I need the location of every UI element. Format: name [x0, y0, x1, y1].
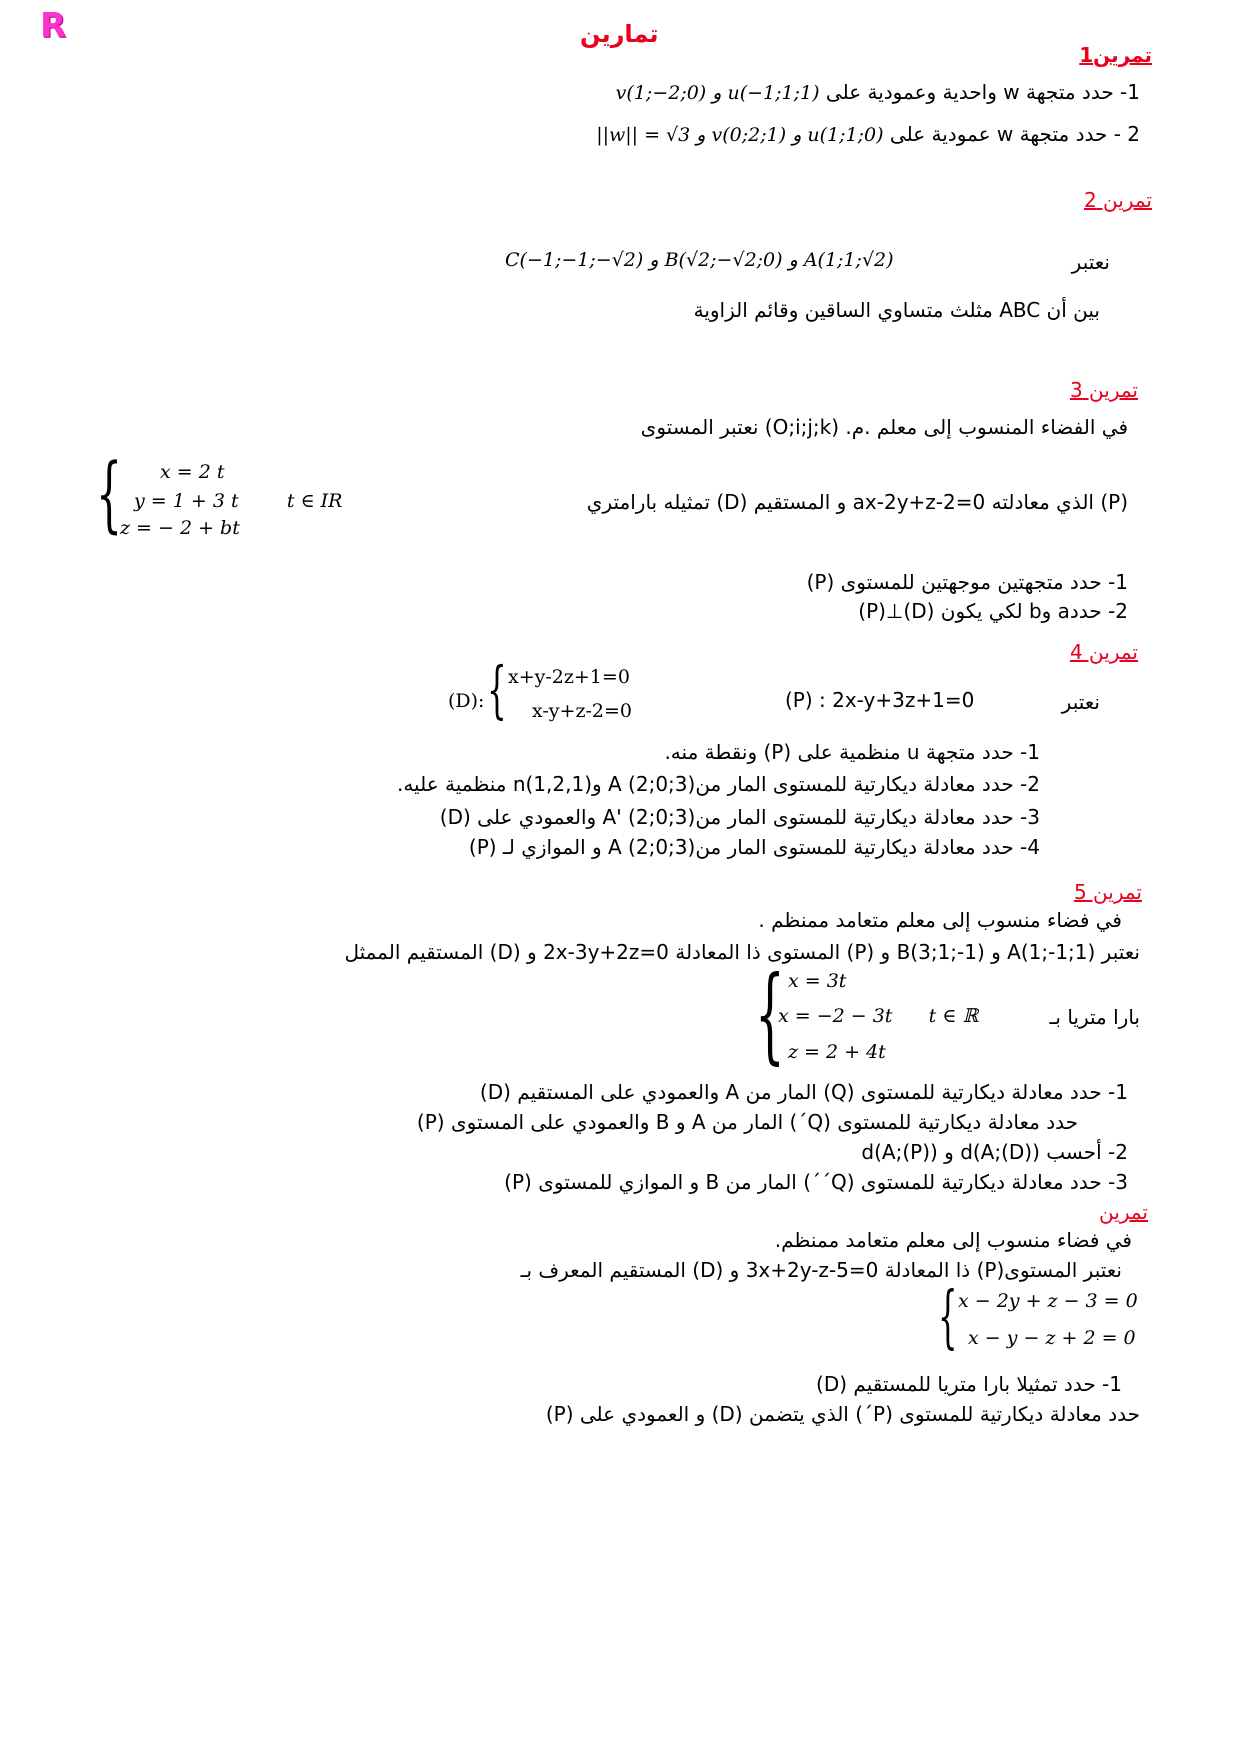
ex4-consider: نعتبر	[1061, 690, 1100, 714]
ex4-question-3: 3- حدد معادلة ديكارتية للمستوى المار منA' (2;0;3) والعمودي على (D)	[439, 805, 1040, 829]
ex5-intro: في فضاء منسوب إلى معلم متعامد ممنظم .	[758, 908, 1122, 932]
exercise-4-heading: تمرين 4	[1069, 640, 1138, 664]
ex5-line-2: نعتبر A(1;-1;1) و B(3;1;-1) و (P) المستوى ذا المعادلة 2x-3y+2z=0 و (D) المستقيم الممثل	[344, 940, 1140, 964]
ex3-plane-line: (P) الذي معادلته ax-2y+z-2=0 و المستقيم (D) تمثيله بارامتري	[586, 490, 1128, 514]
ex3-param-row: x = 2 t	[160, 461, 225, 483]
ex5-question-1: 1- حدد معادلة ديكارتية للمستوى (Q) المار من A والعمودي على المستقيم (D)	[479, 1080, 1128, 1104]
ex5-param-row: x = −2 − 3t t ∈ ℝ	[778, 1005, 979, 1027]
ex4-question-2: 2- حدد معادلة ديكارتية للمستوى المار منA (2;0;3) وn(1,2,1) منظمية عليه.	[396, 772, 1040, 796]
exercise-2-heading: تمرين 2	[1083, 188, 1152, 212]
ex6-system-row: x − 2y + z − 3 = 0	[958, 1290, 1138, 1312]
ex3-param-row: z = − 2 + bt	[120, 517, 240, 539]
ex6-question-2: حدد معادلة ديكارتية للمستوى (P´) الذي يتضمن (D) و العمودي على (P)	[545, 1402, 1140, 1426]
ex6-system-row: x − y − z + 2 = 0	[968, 1327, 1136, 1349]
ex4-system-row: x+y-2z+1=0	[508, 666, 630, 688]
ex5-question-3: 3- حدد معادلة ديكارتية للمستوى (Q´´) المار من B و الموازي للمستوى (P)	[504, 1170, 1128, 1194]
ex3-question-1: 1- حدد متجهتين موجهتين للمستوى (P)	[806, 570, 1128, 594]
exercise-1-heading: تمرين1	[1079, 43, 1152, 67]
ex5-question-1b: حدد معادلة ديكارتية للمستوى (Q´) المار من A و B والعمودي على المستوى (P)	[416, 1110, 1078, 1134]
exercise-1-line-1	[616, 80, 1140, 104]
ex5-param-row: z = 2 + 4t	[788, 1041, 886, 1063]
ex5-question-2: 2- أحسب d(A;(D)) و d(A;(P))	[861, 1140, 1128, 1164]
ex4-question-1: 1- حدد متجهة u منظمية على (P) ونقطة منه.	[664, 740, 1040, 764]
ex6-system-brace: {	[938, 1278, 958, 1357]
ex6-intro: في فضاء منسوب إلى معلم متعامد ممنظم.	[774, 1228, 1132, 1252]
ex2-points: C(−1;−1;−√2) و B(√2;−√2;0) و A(1;1;√2)	[505, 249, 894, 271]
ex1-line2-math: ||w|| = √3 و v(0;2;1) و u(1;1;0)	[596, 124, 884, 146]
ex3-system-brace: {	[96, 447, 123, 542]
exercise-1-line-2	[596, 122, 1140, 146]
ex3-intro: في الفضاء المنسوب إلى معلم .م. (O;i;j;k) نعتبر المستوى	[640, 415, 1128, 439]
ex3-question-2: 2- حددa وb لكي يكون (D)⊥(P)	[858, 599, 1128, 623]
ex4-system-row: x-y+z-2=0	[532, 700, 632, 722]
page-title: تمارين	[580, 20, 659, 48]
ex6-line-2: نعتبر المستوى(P) ذا المعادلة 3x+2y-z-5=0 و (D) المستقيم المعرف بـ	[520, 1258, 1122, 1282]
ex6-question-1: 1- حدد تمثيلا بارا متريا للمستقيم (D)	[816, 1372, 1122, 1396]
ex4-plane: (P) : 2x-y+3z+1=0	[785, 688, 975, 712]
ex5-system-brace: {	[755, 953, 785, 1075]
exercise-3-heading: تمرين 3	[1069, 378, 1138, 402]
ex3-param-row: y = 1 + 3 t t ∈ IR	[134, 490, 343, 512]
ex4-line-label: (D):	[448, 690, 485, 712]
ex1-line2-text: 2 - حدد متجهة w عمودية على	[889, 122, 1140, 146]
exercise-6-heading: تمرين	[1099, 1200, 1148, 1224]
ex4-system-brace: {	[487, 653, 507, 726]
ex4-question-4: 4- حدد معادلة ديكارتية للمستوى المار منA (2;0;3) و الموازي لـ (P)	[468, 835, 1040, 859]
exercise-5-heading: تمرين 5	[1073, 880, 1142, 904]
ex1-line1-math: v(1;−2;0) و u(−1;1;1)	[615, 82, 820, 104]
ex5-param-label: بارا متريا بـ	[1049, 1005, 1140, 1029]
logo: R	[40, 6, 67, 46]
ex1-line1-text: 1- حدد متجهة w واحدية وعمودية على	[825, 80, 1140, 104]
ex5-param-row: x = 3t	[788, 970, 847, 992]
ex2-consider: نعتبر	[1071, 250, 1110, 274]
ex2-task: بين أن ABC مثلث متساوي الساقين وقائم الزاوية	[693, 298, 1100, 322]
